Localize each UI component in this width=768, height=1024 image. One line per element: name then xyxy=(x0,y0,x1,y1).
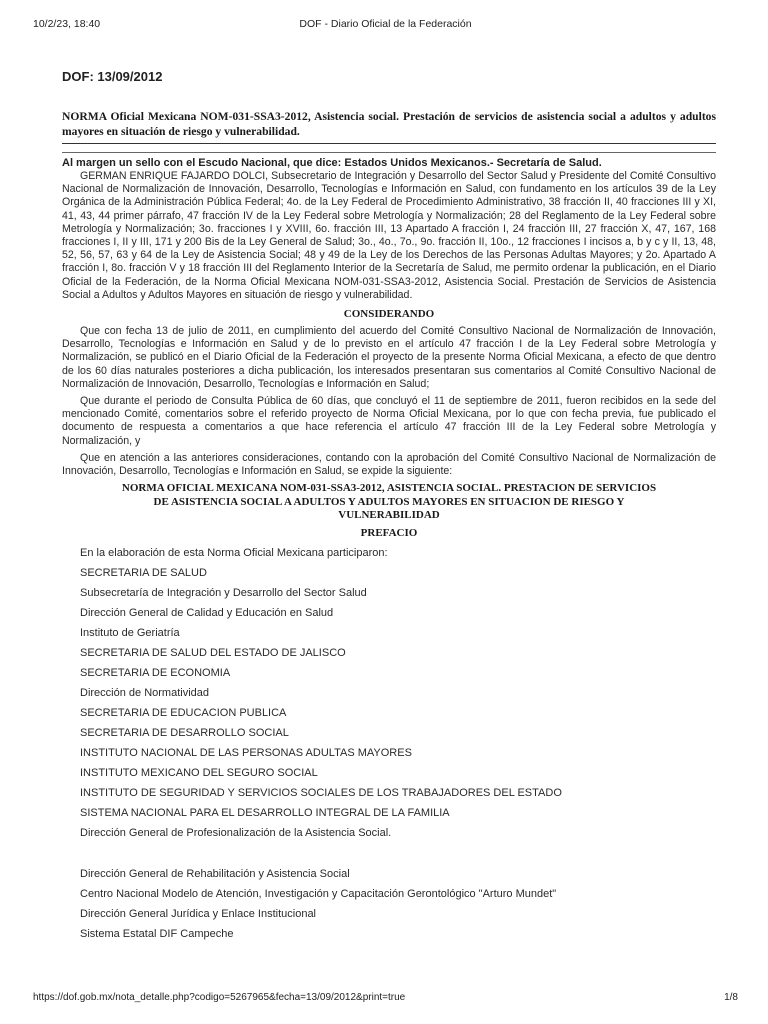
document-body xyxy=(62,64,716,944)
participant-item: SECRETARIA DE DESARROLLO SOCIAL xyxy=(80,726,289,739)
dof-date: DOF: 13/09/2012 xyxy=(62,69,163,84)
page-number: 1/8 xyxy=(724,992,738,1003)
print-url: https://dof.gob.mx/nota_detalle.php?codigo=5267965&fecha=13/09/2012&print=true xyxy=(33,992,406,1003)
participant-item: Subsecretaría de Integración y Desarrollo del Sector Salud xyxy=(80,586,367,599)
participant-item: Dirección General Jurídica y Enlace Institucional xyxy=(80,907,317,920)
norma-title: NORMA Oficial Mexicana NOM-031-SSA3-2012, Asistencia social. Prestación de servicios de asistencia social a adultos y adultos mayores en situación de riesgo y vulnerabilidad. xyxy=(62,110,716,138)
participant-item: INSTITUTO MEXICANO DEL SEGURO SOCIAL xyxy=(80,766,318,779)
participant-item: SISTEMA NACIONAL PARA EL DESARROLLO INTEGRAL DE LA FAMILIA xyxy=(80,806,450,819)
participant-item: Instituto de Geriatría xyxy=(80,626,180,639)
norma-heading: NORMA OFICIAL MEXICANA NOM-031-SSA3-2012, ASISTENCIA SOCIAL. PRESTACION DE SERVICIOS DE ASISTENCIA SOCIAL A ADULTOS Y ADULTOS MAYORES EN SITUACION DE RIESGO Y VULNERABILIDAD xyxy=(121,482,657,522)
title-divider-secondary xyxy=(62,152,716,153)
considerando-paragraph: Que en atención a las anteriores consideraciones, contando con la aprobación del Comité Consultivo Nacional de Normalización de Innovación, Desarrollo, Tecnologías e Información en Salud, se expide la siguiente: xyxy=(62,451,716,478)
print-footer xyxy=(33,992,738,1006)
participant-item: SECRETARIA DE SALUD xyxy=(80,566,207,579)
participant-item: Dirección General de Rehabilitación y Asistencia Social xyxy=(80,867,350,880)
participant-item: INSTITUTO DE SEGURIDAD Y SERVICIOS SOCIALES DE LOS TRABAJADORES DEL ESTADO xyxy=(80,786,562,799)
participant-item: INSTITUTO NACIONAL DE LAS PERSONAS ADULTAS MAYORES xyxy=(80,746,412,759)
participant-item: Dirección de Normatividad xyxy=(80,686,209,699)
considerando-paragraph: Que durante el periodo de Consulta Pública de 60 días, que concluyó el 11 de septiembre de 2011, fueron recibidos en la sede del mencionado Comité, comentarios sobre el referido proyecto de Norma Oficial Mexicana, por lo que con fecha previa, fue publicado el documento de respuesta a comentarios a que hace referencia el artículo 47 fracción III de la Ley Federal sobre Metrología y Normalización, y xyxy=(62,395,716,447)
considerando-paragraph: Que con fecha 13 de julio de 2011, en cumplimiento del acuerdo del Comité Consultivo Nacional de Normalización de Innovación, Desarrollo, Tecnologías e Información en Salud y de lo previsto en el artículo 47 fracción I de la Ley Federal sobre Metrología y Normalización, se publicó en el Diario Oficial de la Federación el proyecto de la presente Norma Oficial Mexicana, a efecto de que dentro de los 60 días naturales posteriores a dicha publicación, los interesados presentaran sus comentarios al Comité Consultivo Nacional de Normalización de Innovación, Desarrollo, Tecnologías e Información en Salud; xyxy=(62,325,716,390)
title-divider xyxy=(62,143,716,144)
participant-item: Centro Nacional Modelo de Atención, Investigación y Capacitación Gerontológico "Arturo Mundet" xyxy=(80,887,557,900)
participant-item: SECRETARIA DE EDUCACION PUBLICA xyxy=(80,706,287,719)
margin-note: Al margen un sello con el Escudo Nacional, que dice: Estados Unidos Mexicanos.- Secretaría de Salud. xyxy=(62,157,602,169)
participant-item: SECRETARIA DE ECONOMIA xyxy=(80,666,231,679)
participant-item: Dirección General de Profesionalización de la Asistencia Social. xyxy=(80,826,392,839)
intro-paragraph: GERMAN ENRIQUE FAJARDO DOLCI, Subsecretario de Integración y Desarrollo del Sector Salud y Presidente del Comité Consultivo Nacional de Normalización de Innovación, Desarrollo, Tecnologías e Información en Salud, con fundamento en los artículos 39 de la Ley Orgánica de la Administración Pública Federal; 4o. de la Ley Federal de Procedimiento Administrativo, 38 fracción II, 40 fracciones III y XI, 41, 43, 44 primer párrafo, 47 fracción IV de la Ley Federal sobre Metrología y Normalización; 28 del Reglamento de la Ley Federal sobre Metrología y Normalización; 3o. fracciones I y XVIII, 6o. fracción III, 13 Apartado A fracción I, 24 fracción III, 27 fracción X, 47, 167, 168 fracciones I, II y III, 171 y 200 Bis de la Ley General de Salud; 3o., 4o., 7o., 9o. fracción II, 10o., 12 fracciones I incisos a, b y c y II, 13, 48, 52, 56, 57, 63 y 64 de la Ley de Asistencia Social; 48 y 49 de la Ley de los Derechos de las Personas Adultas Mayores; y 2o. Apartado A fracción I, 8o. fracción V y 18 fracción III del Reglamento Interior de la Secretaría de Salud, me permito ordenar la publicación, en el Diario Oficial de la Federación, de la Norma Oficial Mexicana NOM-031-SSA3-2012, Asistencia Social. Prestación de Servicios de Asistencia Social a Adultos y Adultos Mayores en situación de riesgo y vulnerabilidad. xyxy=(62,170,716,301)
participants-list xyxy=(62,563,716,944)
prefacio-heading: PREFACIO xyxy=(360,526,418,539)
print-header xyxy=(33,18,738,32)
print-datetime: 10/2/23, 18:40 xyxy=(33,18,101,30)
considerando-heading: CONSIDERANDO xyxy=(343,308,435,321)
participant-item: SECRETARIA DE SALUD DEL ESTADO DE JALISCO xyxy=(80,646,346,659)
print-page-title: DOF - Diario Oficial de la Federación xyxy=(299,18,472,30)
participant-item: Sistema Estatal DIF Campeche xyxy=(80,927,234,940)
participant-item: Dirección General de Calidad y Educación en Salud xyxy=(80,606,334,619)
prefacio-intro: En la elaboración de esta Norma Oficial Mexicana participaron: xyxy=(80,546,388,559)
